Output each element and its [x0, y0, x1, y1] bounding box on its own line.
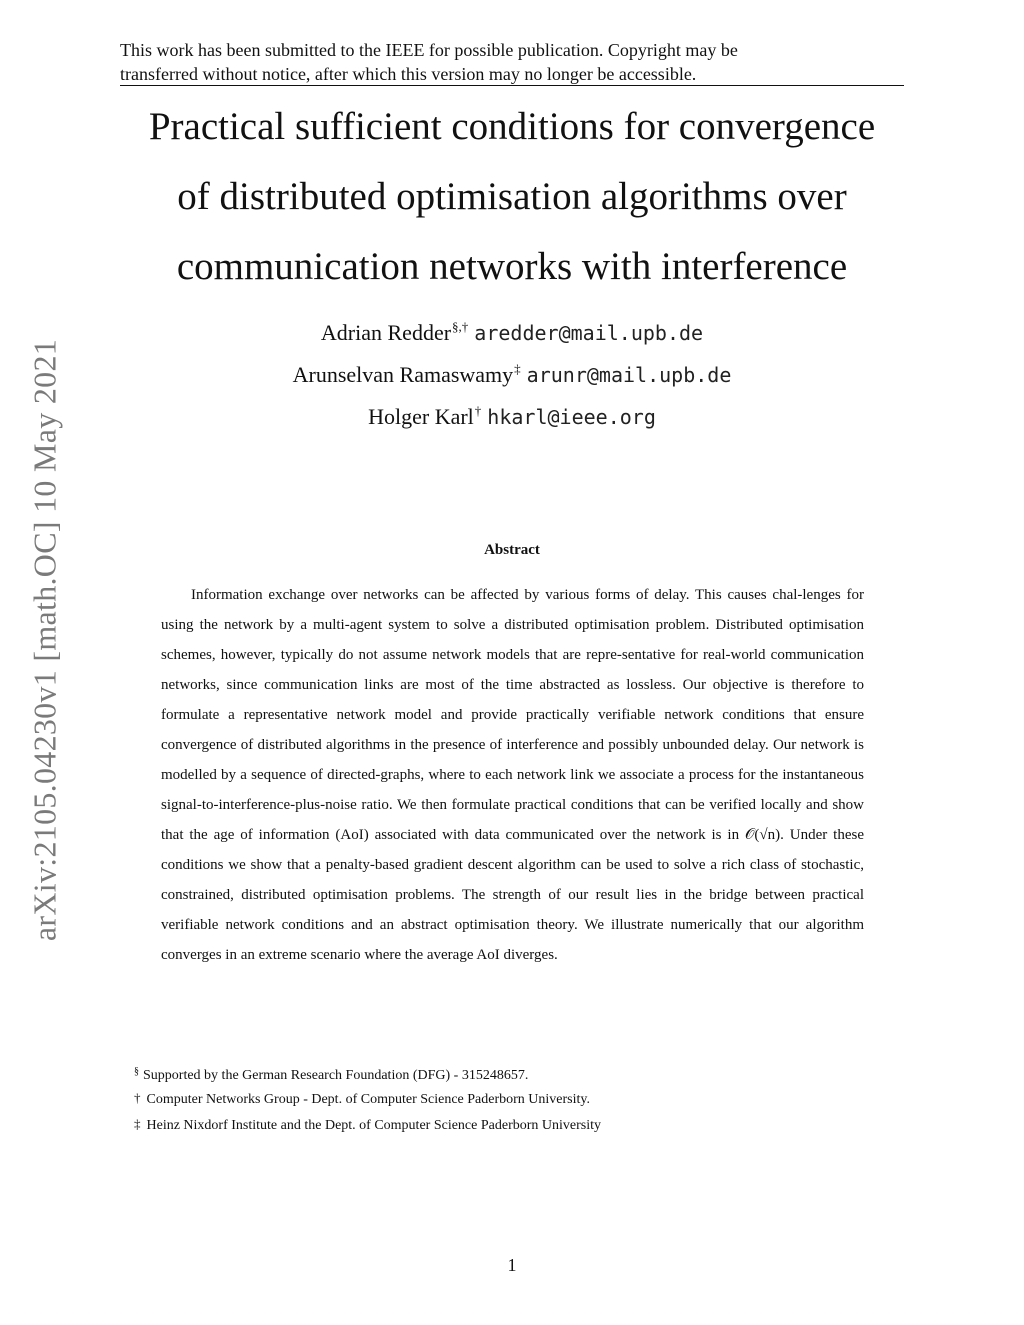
author-list — [100, 306, 924, 432]
author-email[interactable]: hkarl@ieee.org — [487, 405, 656, 429]
footnote-text: Heinz Nixdorf Institute and the Dept. of Computer Science Paderborn University — [146, 1118, 601, 1133]
paper-title — [100, 92, 924, 302]
author-email[interactable]: arunr@mail.upb.de — [526, 363, 732, 387]
notice-line-2: transferred without notice, after which this version may no longer be accessible. — [120, 64, 697, 84]
arxiv-identifier-stamp: arXiv:2105.04230v1 [math.OC] 10 May 2021 — [26, 338, 63, 942]
author-ramaswamy — [100, 348, 924, 390]
page-number: 1 — [507, 1255, 517, 1275]
footnote-mark: † — [134, 1090, 141, 1105]
title-line-1: Practical sufficient conditions for convergence — [148, 105, 876, 148]
abstract-text-part-2: . Under these conditions we show that a penalty-based gradient descent algorithm can be used to solve a rich class of stochastic, constrained, distributed optimisation problems. The strength of our result lies in the bridge between practical verifiable network conditions and an abstract optimisation theory. We illustrate numerically that our algorithm converges in an extreme scenario where the average AoI diverges. — [161, 827, 864, 963]
author-email[interactable]: aredder@mail.upb.de — [474, 321, 704, 345]
author-name: Arunselvan Ramaswamy — [292, 362, 514, 387]
abstract-body — [161, 580, 864, 970]
author-name: Adrian Redder — [320, 320, 452, 345]
affiliation-marks: ‡ — [514, 361, 521, 376]
title-line-3: communication networks with interference — [176, 245, 848, 288]
affiliation-marks: §,† — [452, 319, 469, 334]
abstract-text-part-1: Information exchange over networks can be affected by various forms of delay. This causes chal-lenges for using the network by a multi-agent system to solve a distributed optimisation problem. Distributed optimisation schemes, however, typically do not assume network models that are repre-sentative for real-world communication networks, since communication links are most of the time abstracted as lossless. Our objective is therefore to formulate a representative network model and provide practically verifiable network conditions that ensure convergence of distributed algorithms in the presence of interference and possibly unbounded delay. Our network is modelled by a sequence of directed-graphs, where to each network link we associate a process for the instantaneous signal-to-interference-plus-noise ratio. We then formulate practical conditions that can be verified locally and show that the age of information (AoI) associated with data communicated over the network is in — [161, 587, 864, 843]
ieee-submission-notice — [120, 38, 904, 86]
footnote-mark: ‡ — [134, 1116, 141, 1131]
footnote-text: Computer Networks Group - Dept. of Computer Science Paderborn University. — [146, 1092, 590, 1107]
footnote-nixdorf-institute — [134, 1114, 894, 1140]
notice-divider — [120, 85, 904, 86]
big-o-sqrt-n-formula: 𝒪(√n) — [744, 827, 781, 843]
footnote-text: Supported by the German Research Foundation (DFG) - 315248657. — [143, 1068, 529, 1083]
author-name: Holger Karl — [368, 404, 474, 429]
notice-line-1: This work has been submitted to the IEEE for possible publication. Copyright may be — [120, 40, 738, 60]
footnote-funding — [134, 1062, 894, 1088]
title-line-2: of distributed optimisation algorithms over — [177, 175, 847, 218]
author-karl — [100, 390, 924, 432]
footnote-networks-group — [134, 1088, 894, 1114]
footnotes — [134, 1062, 894, 1140]
footnote-mark: § — [134, 1066, 139, 1077]
author-redder — [100, 306, 924, 348]
affiliation-marks: † — [474, 403, 482, 418]
abstract-heading: Abstract — [484, 542, 540, 558]
